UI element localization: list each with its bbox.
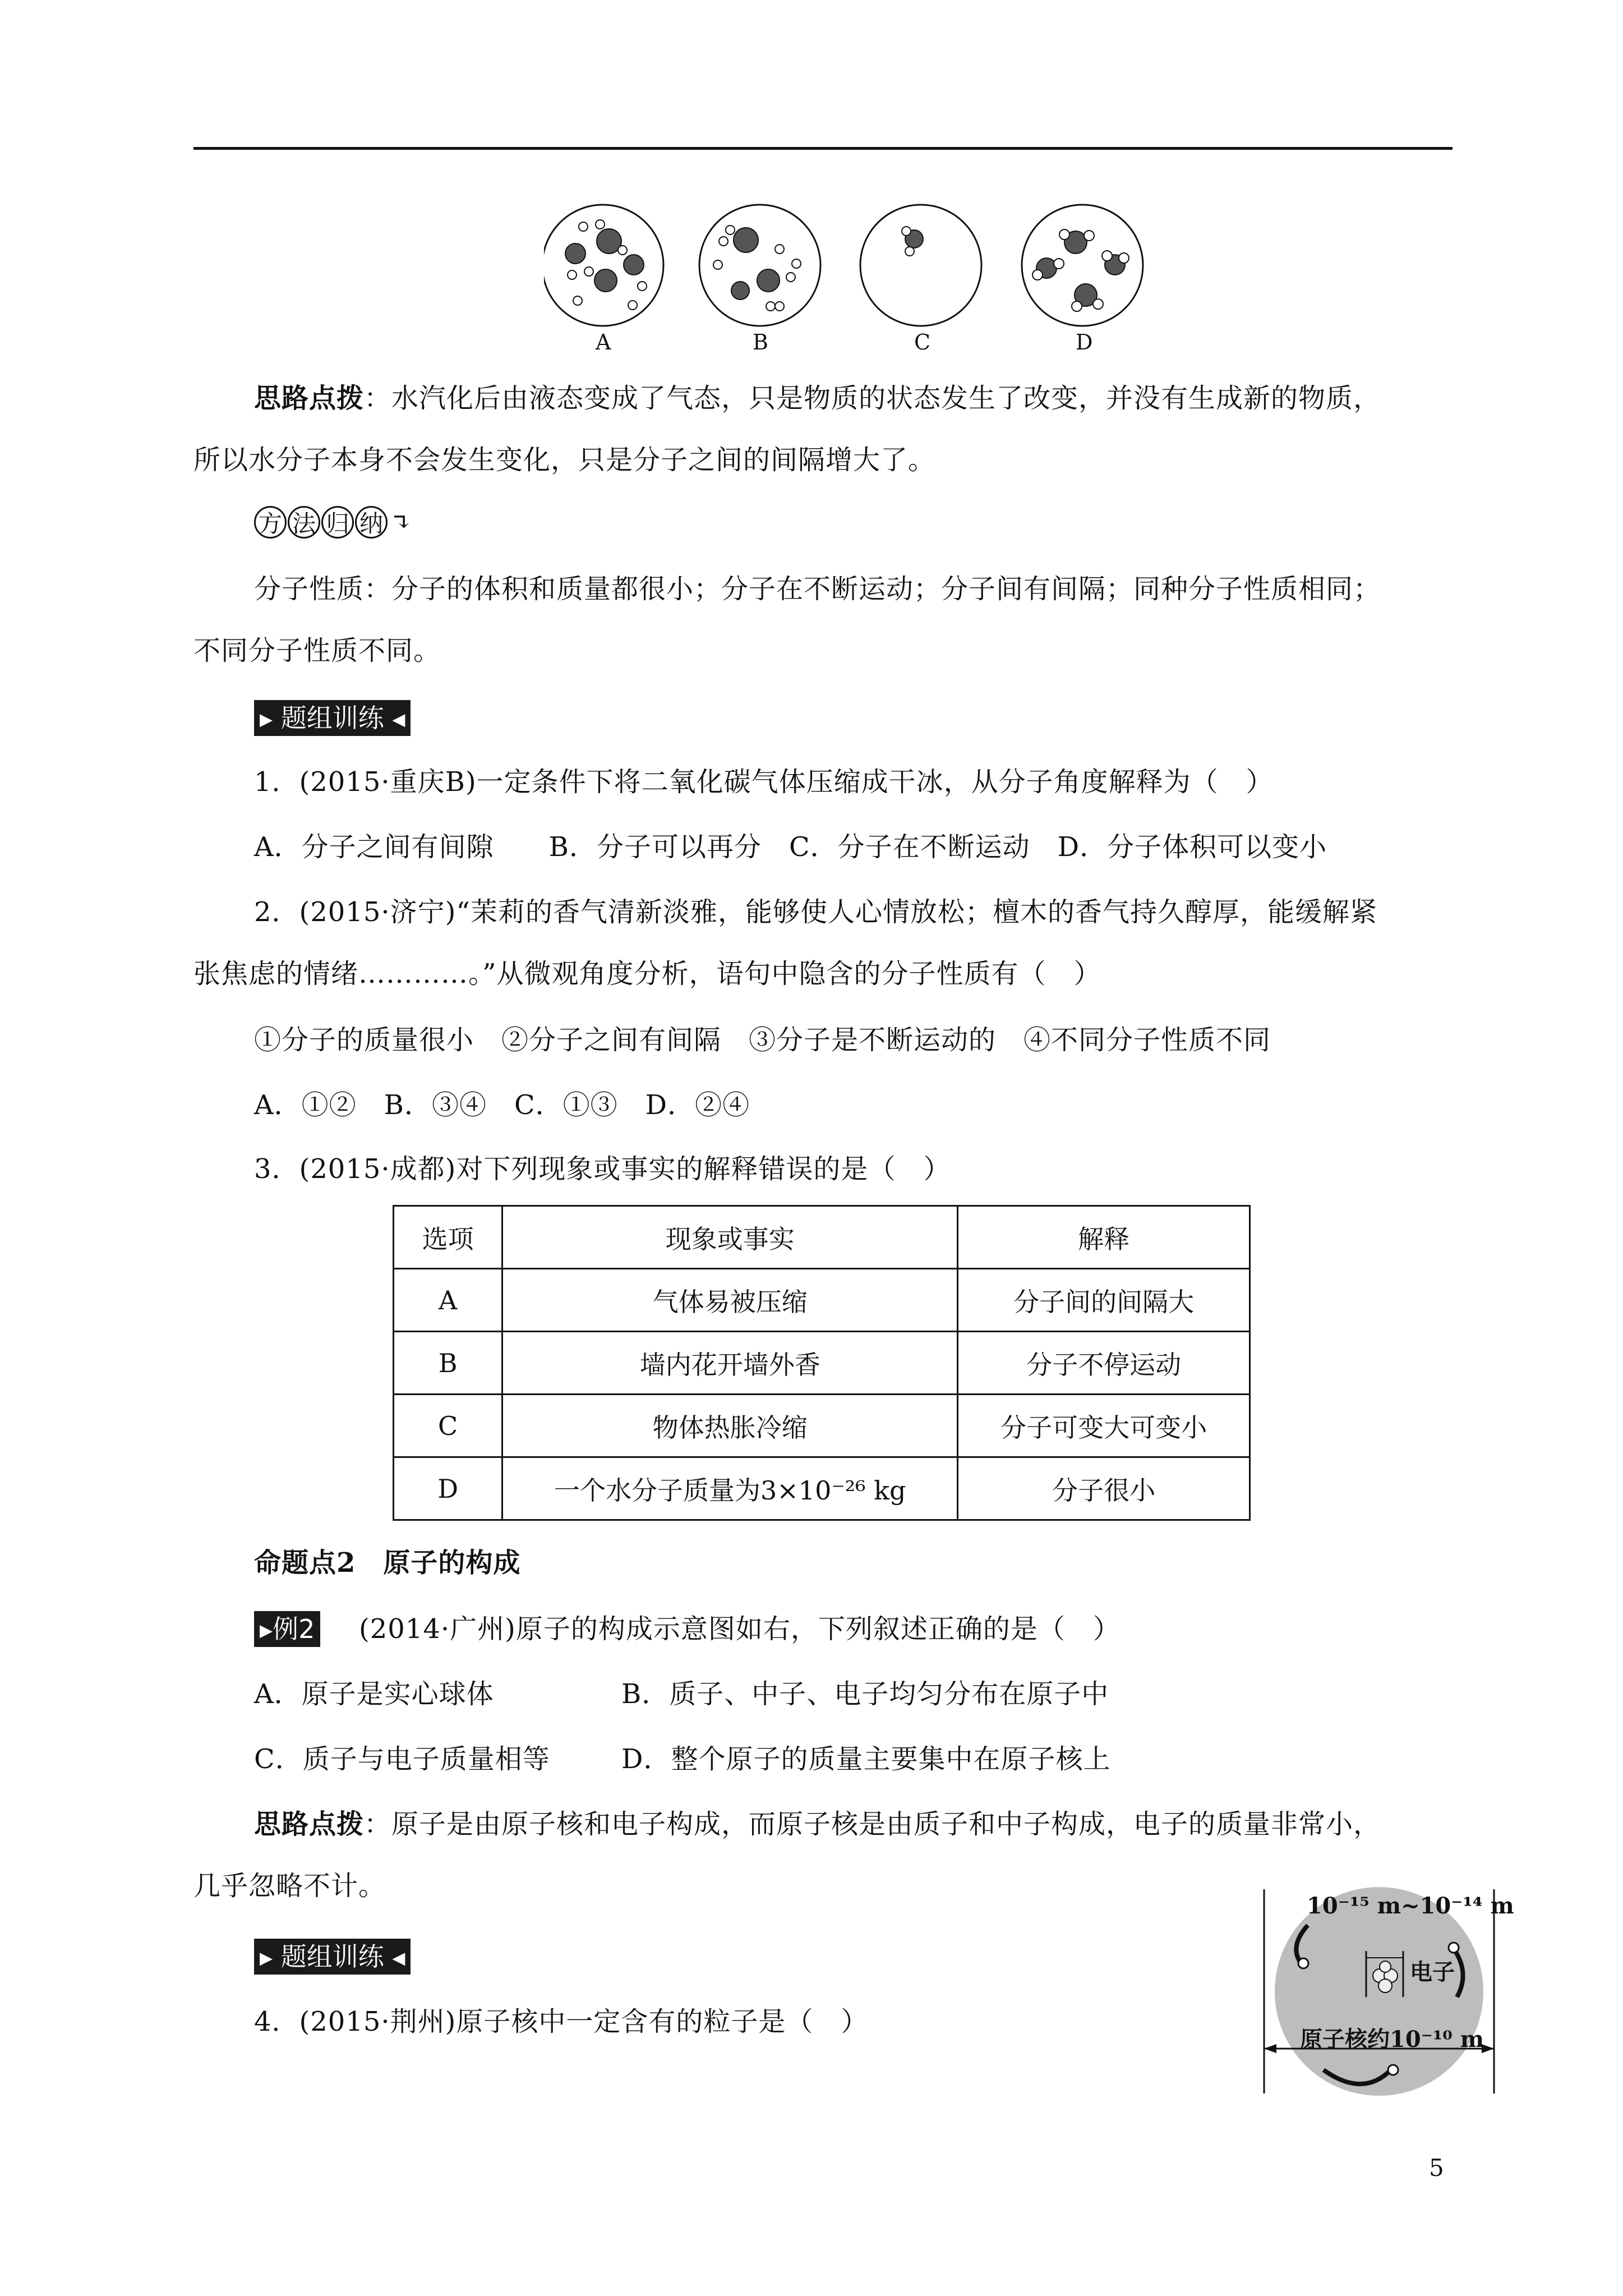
left-triangle-icon: ◀: [392, 710, 405, 730]
figure-label-a: A: [596, 330, 611, 355]
hint2-line1: 思路点拨：原子是由原子核和电子构成，而原子核是由质子和中子构成，电子的质量非常小，: [254, 1809, 1381, 1840]
table-cell: 墙内花开墙外香: [502, 1332, 958, 1395]
q1-options: A．分子之间有间隙 B．分子可以再分 C．分子在不断运动 D．分子体积可以变小: [254, 831, 1327, 863]
header-rule: [193, 147, 1453, 150]
table-cell: 气体易被压缩: [502, 1269, 958, 1332]
figure-label-d: D: [1076, 330, 1093, 355]
figure-label-c: C: [914, 330, 931, 355]
table-cell: D: [394, 1457, 502, 1520]
table-cell: 分子不停运动: [958, 1332, 1250, 1395]
group-training-tag-2: ▶ 题组训练 ◀: [254, 1939, 411, 1975]
hint1-line1: 思路点拨：水汽化后由液态变成了气态，只是物质的状态发生了改变，并没有生成新的物质，: [254, 383, 1381, 414]
table-cell: B: [394, 1332, 502, 1395]
example2-option-c: C．质子与电子质量相等: [254, 1743, 550, 1775]
hint1-label: 思路点拨: [254, 383, 365, 414]
table-cell: A: [394, 1269, 502, 1332]
table-row: [394, 1332, 1250, 1395]
q2-stem-line1: 2．(2015·济宁)“茉莉的香气清新淡雅，能够使人心情放松；檀木的香气持久醇厚，能缓解紧: [254, 896, 1377, 928]
right-triangle-icon: ▶: [260, 1948, 273, 1968]
atom-electron-label: 电子: [1410, 1959, 1455, 1985]
right-triangle-icon: ▶: [260, 1621, 273, 1641]
circle-c: [860, 205, 981, 326]
example2-option-a: A．原子是实心球体: [254, 1678, 494, 1710]
q3-stem: 3．(2015·成都)对下列现象或事实的解释错误的是（ ）: [254, 1153, 951, 1185]
example2-stem: (2014·广州)原子的构成示意图如右，下列叙述正确的是（ ）: [359, 1613, 1121, 1645]
right-triangle-icon: ▶: [260, 710, 273, 730]
table-cell: C: [394, 1395, 502, 1457]
table-cell: 分子很小: [958, 1457, 1250, 1520]
molecule-figure: [544, 202, 1150, 331]
method-char-1: 方: [254, 506, 287, 539]
down-arrow-icon: ↴: [391, 508, 412, 537]
table-row: [394, 1395, 1250, 1457]
q2-options: A．①② B．③④ C．①③ D．②④: [254, 1089, 750, 1121]
hint2-line2: 几乎忽略不计。: [193, 1870, 386, 1902]
hint2-label: 思路点拨: [254, 1809, 365, 1840]
q4-stem: 4．(2015·荆州)原子核中一定含有的粒子是（ ）: [254, 2006, 869, 2037]
method-char-4: 纳: [355, 506, 388, 539]
table-cell: 分子可变大可变小: [958, 1395, 1250, 1457]
table-row: [394, 1269, 1250, 1332]
table-cell: 物体热胀冷缩: [502, 1395, 958, 1457]
table-cell: 分子间的间隔大: [958, 1269, 1250, 1332]
method-char-3: 归: [321, 506, 354, 539]
method-line1: 分子性质：分子的体积和质量都很小；分子在不断运动；分子间有间隔；同种分子性质相同；: [254, 573, 1381, 605]
method-char-2: 法: [288, 506, 320, 539]
example2-option-b: B．质子、中子、电子均匀分布在原子中: [621, 1678, 1109, 1710]
table-row: [394, 1457, 1250, 1520]
atom-nucleus-size-label: 10⁻¹⁵ m~10⁻¹⁴ m: [1307, 1893, 1514, 1919]
table-cell: 一个水分子质量为3×10⁻²⁶ kg: [502, 1457, 958, 1520]
left-triangle-icon: ◀: [392, 1948, 405, 1968]
atom-size-label: 原子核约10⁻¹⁰ m: [1300, 2026, 1484, 2053]
section2-title: 命题点2 原子的构成: [254, 1547, 521, 1579]
table-header-row: [394, 1206, 1250, 1269]
example2-option-d: D．整个原子的质量主要集中在原子核上: [621, 1743, 1111, 1775]
table-header: 现象或事实: [502, 1206, 958, 1269]
q1-stem: 1．(2015·重庆B)一定条件下将二氧化碳气体压缩成干冰，从分子角度解释为（ ）: [254, 766, 1274, 798]
page-number: 5: [1429, 2154, 1444, 2182]
group-training-tag: ▶ 题组训练 ◀: [254, 700, 411, 736]
method-summary-heading: [254, 503, 412, 542]
method-line2: 不同分子性质不同。: [193, 635, 441, 666]
example2-tag: ▶例2: [254, 1611, 320, 1647]
q2-items: ①分子的质量很小 ②分子之间有间隔 ③分子是不断运动的 ④不同分子性质不同: [254, 1024, 1271, 1056]
table-header: 解释: [958, 1206, 1250, 1269]
hint1-line2: 所以水分子本身不会发生变化，只是分子之间的间隔增大了。: [193, 444, 936, 476]
q2-stem-line2: 张焦虑的情绪…………。”从微观角度分析，语句中隐含的分子性质有（ ）: [193, 958, 1101, 990]
figure-label-b: B: [753, 330, 768, 355]
q3-table: [393, 1205, 1251, 1521]
table-header: 选项: [394, 1206, 502, 1269]
